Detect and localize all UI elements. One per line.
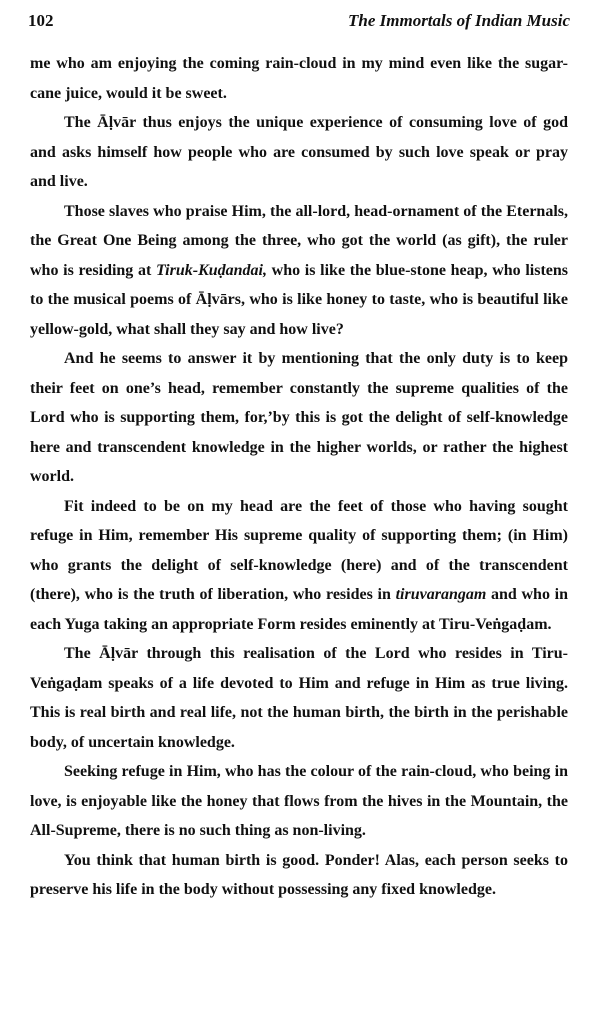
text-segment: Fit indeed to be on my head are the feet of those who having sought refuge in Him, remember His supreme quality of supporting them; (in Him) who grants the delight of self-knowledge (here) and of the transcendent (there), who is the truth of liberation, who resides in [30,497,568,603]
paragraph [30,344,568,492]
paragraph [30,639,568,757]
paragraph [30,757,568,846]
text-segment: me who am enjoying the coming rain-cloud in my mind even like the sugar-cane juice, would it be sweet. [30,55,568,102]
paragraph [30,846,568,905]
text-segment: The Āḷvār through this realisation of the Lord who resides in Tiru-Veṅgaḍam speaks of a life devoted to Him and refuge in Him as true living. This is real birth and real life, not the human birth, the birth in the perishable body, of uncertain knowledge. [30,645,568,751]
text-segment: You think that human birth is good. Ponder! Alas, each person seeks to preserve his life in the body without possessing any fixed knowledge. [30,851,568,898]
text-segment: and who in each Yuga taking an appropriate Form resides eminently at Tiru-Veṅgaḍam. [30,586,568,633]
body-text [30,49,568,905]
paragraph [30,492,568,640]
italic-place-name: Tiruk-Kuḍandai, [156,261,267,279]
paragraph [30,108,568,197]
italic-place-name: tiruvarangam [395,586,487,603]
page-number: 102 [28,11,54,30]
running-title: The Immortals of Indian Music [348,11,570,30]
text-segment: Those slaves who praise Him, the all-lord, head-ornament of the Eternals, the Great One Being among the three, who got the world (as gift), the ruler who is residing at [30,202,568,279]
text-segment: Seeking refuge in Him, who has the colour of the rain-cloud, who being in love, is enjoyable like the honey that flows from the hives in the Mountain, the All-Supreme, there is no such thing as non-living. [30,763,568,839]
text-segment: And he seems to answer it by mentioning that the only duty is to keep their feet on one’s head, remember constantly the supreme qualities of the Lord who is supporting them, for,’by this is got the delight of self-knowledge here and transcendent knowledge in the higher worlds, or rather the highest world. [30,350,568,485]
paragraph [30,197,568,345]
paragraph [30,49,568,108]
text-segment: who is like the blue-stone heap, who listens to the musical poems of Āḷvārs, who is like honey to taste, who is beautiful like yellow-gold, what shall they say and how live? [30,261,569,338]
page-header [28,8,570,34]
text-segment: The Āḷvār thus enjoys the unique experience of consuming love of god and asks himself how people who are consumed by such love speak or pray and live. [30,114,568,190]
